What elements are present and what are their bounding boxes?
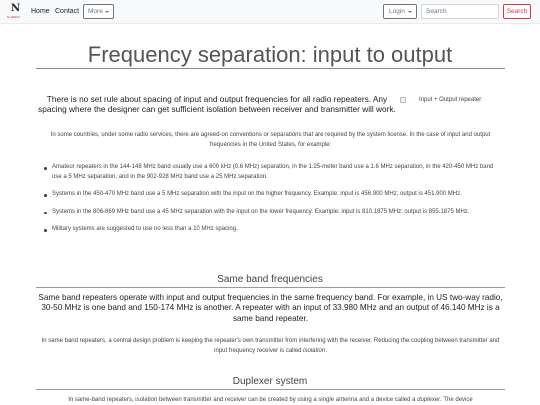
image-alt-text: Input + Output repeater [419, 97, 482, 103]
more-label: More [88, 8, 103, 15]
logo-mark: N [11, 3, 21, 14]
bullet-icon [44, 212, 47, 215]
list-item [52, 208, 502, 218]
duplexer-paragraph [36, 395, 505, 405]
caret-down-icon [408, 11, 412, 13]
more-dropdown-button[interactable] [83, 4, 114, 19]
search-input[interactable] [421, 4, 499, 19]
intro-paragraph: In some countries, under some radio services, there are agreed-on conventions or separations that are required by the system license. In the case of input and output frequencies in the United States, for example: [50, 132, 491, 148]
same-band-lead: Same band repeaters operate with input and output frequencies in the same frequency band. For example, in US two-way radio, 30-50 MHz is one band and 150-174 MHz is another. A repeater with an input of 33.980 MHz and an output of 46.140 MHz is a same band repeater. [38, 293, 503, 323]
nav-contact-link[interactable]: Contact [55, 8, 80, 15]
list-item [52, 190, 502, 200]
lead-paragraph: There is no set rule about spacing of input and output frequencies for all radio repeaters. Any spacing where the designer can get sufficient isolation between receiver and transmitter will work. [38, 94, 396, 115]
login-dropdown-button[interactable] [383, 4, 417, 19]
top-navbar [0, 0, 540, 24]
site-logo[interactable] [7, 4, 25, 21]
bullet-icon [44, 229, 47, 232]
section-divider [36, 389, 505, 390]
repeater-image [400, 96, 505, 106]
separation-list [52, 163, 502, 243]
duplexer-text: In same-band repeaters, isolation between transmitter and receiver can be created by using a single antenna and a device called a [68, 397, 418, 403]
isolation-text-end: . [325, 348, 327, 354]
duplexer-text-end: . The device [440, 397, 473, 403]
bullet-icon [44, 194, 47, 197]
isolation-term: isolation [303, 348, 326, 354]
isolation-text: In same band repeaters, a central design problem is keeping the repeater's own transmitter from interfering with the receiver. Reducing the coupling between transmitter and input frequency receiver is called [41, 338, 500, 354]
login-label: Login [389, 8, 405, 15]
logo-text: N-MEDIA [7, 15, 21, 19]
search-button[interactable]: Search [503, 4, 531, 19]
list-item [52, 163, 502, 182]
section-heading-duplexer: Duplexer system [232, 376, 308, 387]
caret-down-icon [105, 11, 109, 13]
list-item-text: Systems in the 450-470 MHz band use a 5 MHz separation with the input on the higher frequency. Example: input is 456.900 MHz; output is 451.900 MHz. [52, 191, 462, 197]
list-item-text: Amateur repeaters in the 144-148 MHz band usually use a 600 kHz (0.6 MHz) separation, in the 1.25-meter band use a 1.6 MHz separation, in the 420-450 MHz band use a 5 MHz separation, and in the 902-928 MHz band use a 25 MHz separation. [52, 164, 494, 180]
duplexer-term: duplexer [417, 397, 441, 403]
section-divider [36, 287, 505, 288]
page-title: Frequency separation: input to output [87, 42, 453, 67]
list-item-text: Military systems are suggested to use no less than a 10 MHz spacing. [52, 226, 238, 232]
title-divider [36, 68, 505, 69]
broken-image-icon [400, 97, 406, 103]
nav-home-link[interactable]: Home [31, 8, 50, 15]
section-heading-same-band: Same band frequencies [217, 274, 323, 285]
list-item [52, 225, 502, 235]
bullet-icon [44, 167, 47, 170]
isolation-paragraph [36, 336, 505, 356]
list-item-text: Systems in the 806-869 MHz band use a 45 MHz separation with the input on the lower frequency. Example: input is 810.1875 MHz; output is 855.1875 MHz. [52, 208, 470, 215]
